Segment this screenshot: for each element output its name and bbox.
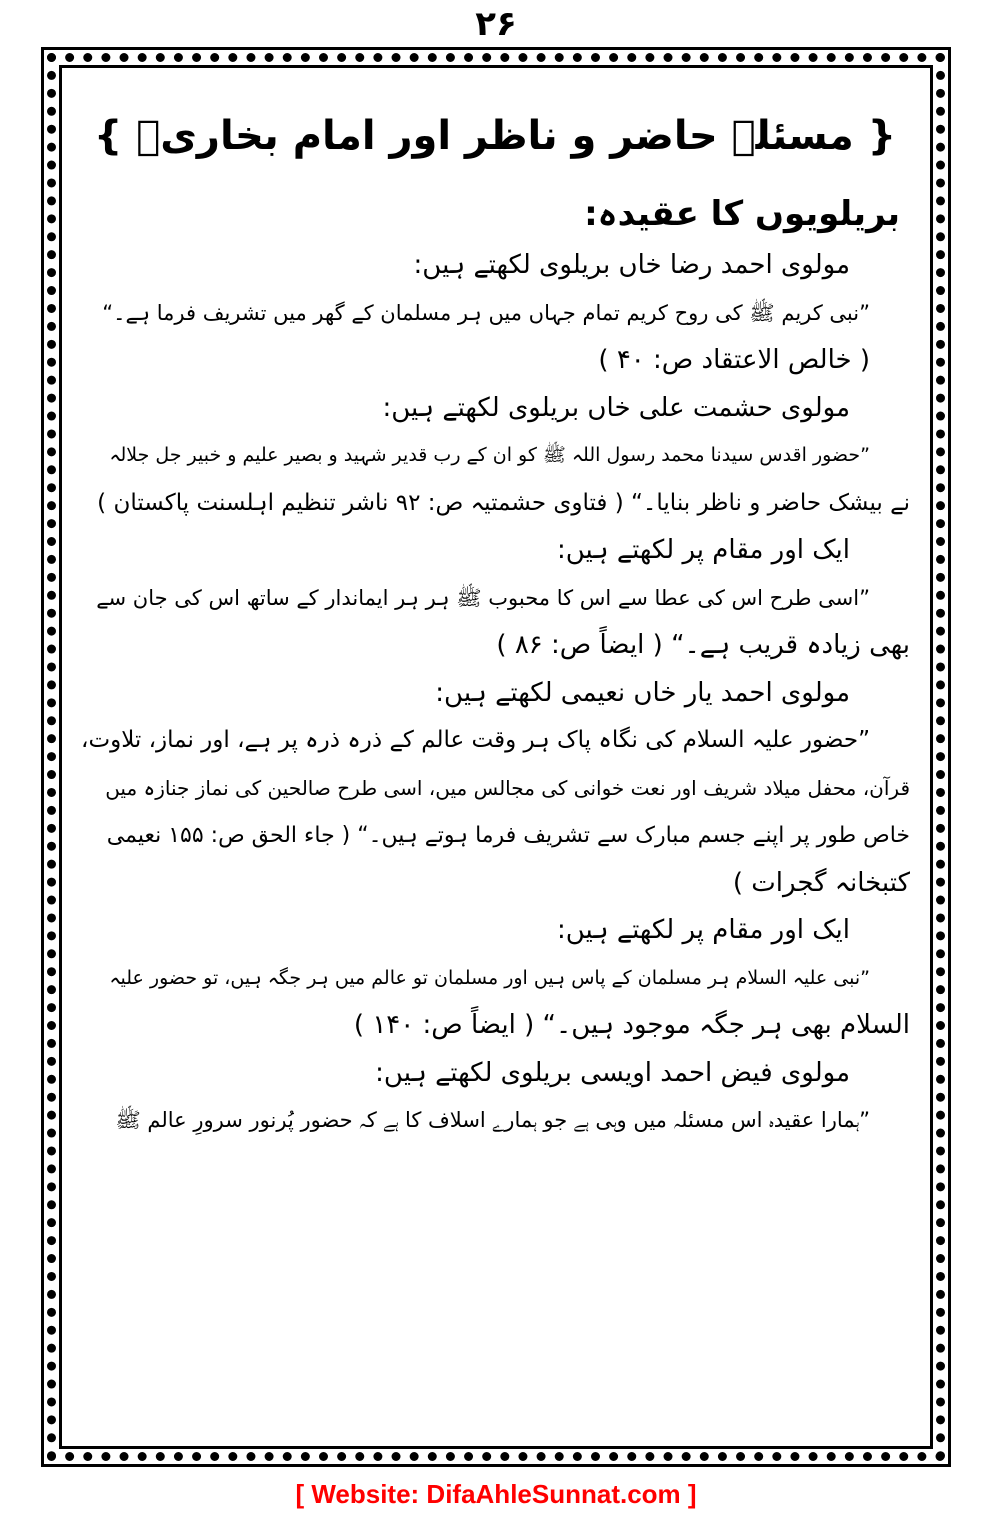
text-line: مولوی احمد یار خاں نعیمی لکھتے ہیں: (435, 677, 850, 708)
text-line: ایک اور مقام پر لکھتے ہیں: (556, 535, 850, 565)
text-line: مولوی حشمت علی خاں بریلوی لکھتے ہیں: (382, 392, 850, 423)
text-line: مولوی فیض احمد اویسی بریلوی لکھتے ہیں: (375, 1057, 850, 1088)
page-number: ۲۶ (475, 4, 517, 44)
text-line: ( خالص الاعتقاد ص: ۴۰ ) (598, 345, 870, 375)
page-content (80, 100, 910, 1440)
text-line: ایک اور مقام پر لکھتے ہیں: (556, 915, 850, 945)
text-line: خاص طور پر اپنے جسم مبارک سے تشریف فرما ہوتے ہیں۔“ ( جاء الحق ص: ۱۵۵ نعیمی (106, 823, 910, 848)
text-line: السلام بھی ہر جگہ موجود ہیں۔“ ( ایضاً ص: ۱۴۰ ) (353, 1010, 910, 1040)
section-heading: بریلویوں کا عقیدہ: (584, 194, 900, 234)
text-line: ”حضور اقدس سیدنا محمد رسول اللہ ﷺ کو ان کے رب قدیر شہید و بصیر علیم و خبیر جل جلالہ (109, 444, 870, 466)
text-line: ”حضور علیہ السلام کی نگاہ پاک ہر وقت عالم کے ذرہ ذرہ پر ہے، اور نماز، تلاوت، (81, 727, 870, 753)
text-line: قرآن، محفل میلاد شریف اور نعت خوانی کی مجالس میں، اسی طرح صالحین کی نماز جنازہ میں (105, 775, 910, 800)
text-line: ”اسی طرح اس کی عطا سے اس کا محبوب ﷺ ہر ہر ایماندار کے ساتھ اس کی جان سے (96, 585, 870, 610)
text-line: ”نبی علیہ السلام ہر مسلمان کے پاس ہیں اور مسلمان تو عالم میں ہر جگہ ہیں، تو حضور علیہ (109, 966, 870, 989)
page-title: { مسئلہ حاضر و ناظر اور امام بخاریؒ } (93, 113, 897, 159)
website-footer: [ Website: DifaAhleSunnat.com ] (295, 1479, 697, 1509)
text-line: بھی زیادہ قریب ہے۔“ ( ایضاً ص: ۸۶ ) (496, 630, 910, 660)
text-line: مولوی احمد رضا خاں بریلوی لکھتے ہیں: (413, 250, 850, 280)
text-line: نے بیشک حاضر و ناظر بنایا۔“ ( فتاوی حشمتیہ ص: ۹۲ ناشر تنظیم اہلسنت پاکستان ) (97, 489, 910, 516)
text-line: ”ہمارا عقیدہ اس مسئلہ میں وہی ہے جو ہمارے اسلاف کا ہے کہ حضور پُرنور سرورِ عالم ﷺ (115, 1108, 870, 1132)
text-line: ”نبی کریم ﷺ کی روح کریم تمام جہاں میں ہر مسلمان کے گھر میں تشریف فرما ہے۔“ (102, 300, 870, 325)
text-line: کتبخانہ گجرات ) (732, 867, 910, 898)
